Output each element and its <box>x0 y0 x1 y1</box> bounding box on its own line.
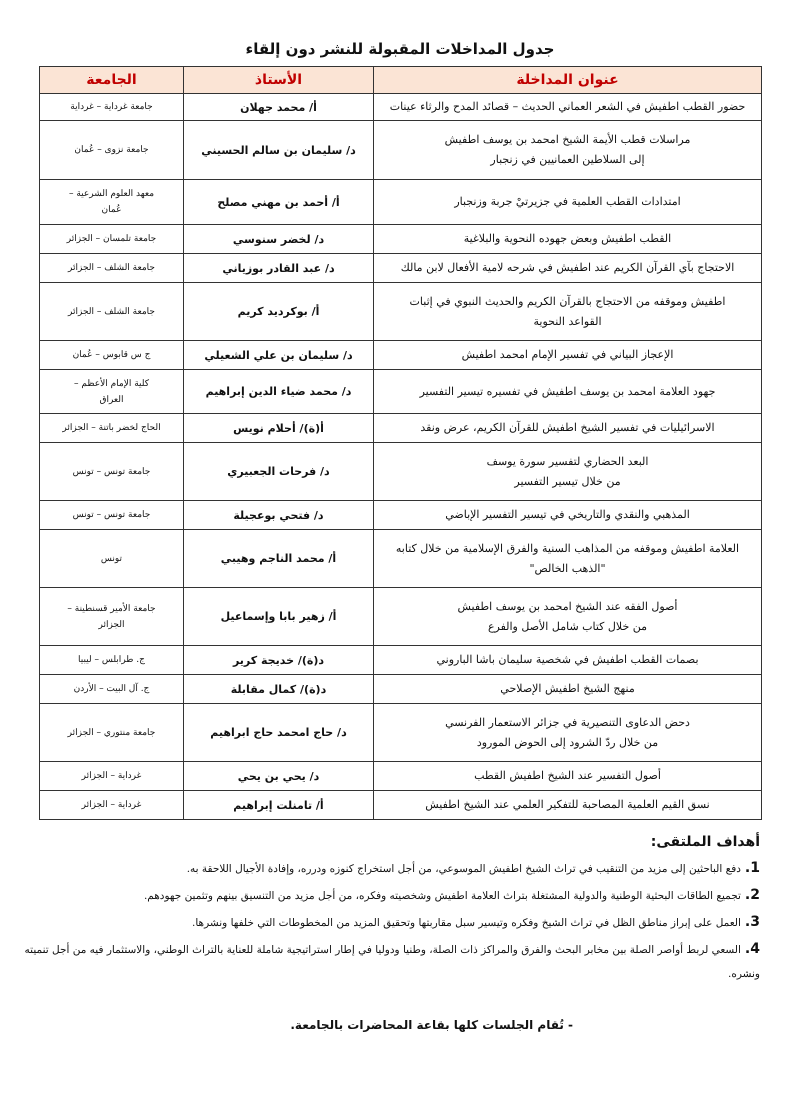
professor-name: أ/ بوكرديد كريم <box>184 283 374 341</box>
page-title: جدول المداخلات المقبولة للنشر دون إلقاء <box>245 40 555 58</box>
header-university: الجامعة <box>40 67 184 94</box>
paper-title: القطب اطفيش وبعض جهوده النحوية والبلاغية <box>374 225 762 254</box>
goal-number: 3. <box>744 914 760 930</box>
goal-text: تجميع الطاقات البحثية الوطنية والدولية المشتغلة بتراث العلامة اطفيش وشخصيته وفكره، من أجل مزيد من التنسيق بينهم وتثمين جهودهم. <box>143 890 741 902</box>
professor-name: د/ فرحات الجعبيري <box>184 443 374 501</box>
professor-name: أ/ أحمد بن مهني مصلح <box>184 180 374 225</box>
table-row <box>40 283 762 341</box>
paper-title: البعد الحضاري لتفسير سورة يوسف من خلال تيسير التفسير <box>374 443 762 501</box>
paper-title: حضور القطب اطفيش في الشعر العماني الحديث – قصائد المدح والرثاء عينات <box>374 94 762 121</box>
table-row <box>40 762 762 791</box>
table-row <box>40 370 762 414</box>
table-row <box>40 414 762 443</box>
table-row <box>40 180 762 225</box>
university-name: جامعة تونس – تونس <box>40 501 184 530</box>
paper-title: دحض الدعاوى التنصيرية في جزائر الاستعمار الفرنسي من خلال ردّ الشرود إلى الحوض المورود <box>374 704 762 762</box>
paper-title: الإعجاز البياني في تفسير الإمام امحمد اطفيش <box>374 341 762 370</box>
table-row <box>40 341 762 370</box>
table-row <box>40 254 762 283</box>
professor-name: أ/ زهير بابا وإسماعيل <box>184 588 374 646</box>
university-name: جامعة منتوري – الجزائر <box>40 704 184 762</box>
paper-title: الاسرائيليات في تفسير الشيخ اطفيش للقرآن الكريم، عرض ونقد <box>374 414 762 443</box>
goal-item <box>20 937 760 986</box>
goal-number: 4. <box>744 941 760 957</box>
professor-name: د(ة)/ خديجة كرير <box>184 646 374 675</box>
goal-text: السعي لربط أواصر الصلة بين مخابر البحث والفرق والمراكز ذات الصلة، وطنيا ودوليا في إطار استراتيجية شاملة للعناية بالتراث الوطني، والاستثمار فيه من أجل تنميته ونشره. <box>24 944 760 980</box>
table-row <box>40 646 762 675</box>
university-name: جامعة الشلف – الجزائر <box>40 283 184 341</box>
university-name: غرداية – الجزائر <box>40 791 184 820</box>
header-professor: الأستاذ <box>184 67 374 94</box>
professor-name: د/ يحي بن يحي <box>184 762 374 791</box>
table-header-row <box>40 67 762 94</box>
table-row <box>40 588 762 646</box>
paper-title: نسق القيم العلمية المصاحبة للتفكير العلمي عند الشيخ اطفيش <box>374 791 762 820</box>
professor-name: د/ لخضر سنوسي <box>184 225 374 254</box>
professor-name: د/ سليمان بن سالم الحسيني <box>184 121 374 180</box>
paper-title: اطفيش وموقفه من الاحتجاج بالقرآن الكريم والحديث النبوي في إثبات القواعد النحوية <box>374 283 762 341</box>
university-name: غرداية – الجزائر <box>40 762 184 791</box>
table-row <box>40 530 762 588</box>
professor-name: د/ عبد القادر بوزياني <box>184 254 374 283</box>
table-row <box>40 443 762 501</box>
university-name: جامعة نزوى – عُمان <box>40 121 184 180</box>
paper-title: العلامة اطفيش وموقفه من المذاهب السنية والفرق الإسلامية من خلال كتابه "الذهب الخالص" <box>374 530 762 588</box>
university-name: جامعة تونس – تونس <box>40 443 184 501</box>
paper-title: جهود العلامة امحمد بن يوسف اطفيش في تفسيره تيسير التفسير <box>374 370 762 414</box>
table-row <box>40 225 762 254</box>
professor-name: د/ فتحي بوعجيلة <box>184 501 374 530</box>
university-name: كلية الإمام الأعظم – العراق <box>40 370 184 414</box>
professor-name: د(ة)/ كمال مقابلة <box>184 675 374 704</box>
paper-title: منهج الشيخ اطفيش الإصلاحي <box>374 675 762 704</box>
table-row <box>40 501 762 530</box>
paper-title: أصول الفقه عند الشيخ امحمد بن يوسف اطفيش من خلال كتاب شامل الأصل والفرع <box>374 588 762 646</box>
university-name: ج. آل البيت – الأردن <box>40 675 184 704</box>
university-name: ج س قابوس – عُمان <box>40 341 184 370</box>
paper-title: أصول التفسير عند الشيخ اطفيش القطب <box>374 762 762 791</box>
professor-name: أ(ة)/ أحلام نويس <box>184 414 374 443</box>
paper-title: المذهبي والنقدي والتاريخي في تيسير التفسير الإباضي <box>374 501 762 530</box>
accepted-papers-table <box>39 66 762 820</box>
university-name: جامعة الأمير قسنطينة – الجزائر <box>40 588 184 646</box>
goals-heading: أهداف الملتقى: <box>650 834 760 850</box>
paper-title: بصمات القطب اطفيش في شخصية سليمان باشا الباروني <box>374 646 762 675</box>
goal-item <box>20 856 760 881</box>
goal-item <box>20 910 760 935</box>
conference-goals <box>20 834 760 988</box>
university-name: معهد العلوم الشرعية – عُمان <box>40 180 184 225</box>
professor-name: أ/ محمد جهلان <box>184 94 374 121</box>
professor-name: د/ سليمان بن علي الشعيلي <box>184 341 374 370</box>
professor-name: أ/ محمد الناجم وهيبي <box>184 530 374 588</box>
table-row <box>40 704 762 762</box>
goal-item <box>20 883 760 908</box>
table-row <box>40 94 762 121</box>
goal-text: دفع الباحثين إلى مزيد من التنقيب في تراث الشيخ اطفيش الموسوعي، من أجل استخراج كنوزه ودرره، وإفادة الأجيال اللاحقة به. <box>186 863 741 875</box>
paper-title: الاحتجاج بآي القرآن الكريم عند اطفيش في شرحه لامية الأفعال لابن مالك <box>374 254 762 283</box>
university-name: جامعة غرداية – غرداية <box>40 94 184 121</box>
table-row <box>40 121 762 180</box>
header-title: عنوان المداخلة <box>374 67 762 94</box>
sessions-note: - تُقام الجلسات كلها بقاعة المحاضرات بالجامعة. <box>290 1018 573 1032</box>
goal-number: 1. <box>744 860 760 876</box>
table-row <box>40 791 762 820</box>
university-name: الحاج لخضر باتنة – الجزائر <box>40 414 184 443</box>
university-name: جامعة الشلف – الجزائر <box>40 254 184 283</box>
university-name: جامعة تلمسان – الجزائر <box>40 225 184 254</box>
goal-text: العمل على إبراز مناطق الظل في تراث الشيخ وفكره وتيسير سبل مقاربتها وتحقيق المزيد من المخطوطات التي خلفها ونشرها. <box>192 917 741 929</box>
professor-name: د/ حاج امحمد حاج ابراهيم <box>184 704 374 762</box>
professor-name: د/ محمد ضياء الدين إبراهيم <box>184 370 374 414</box>
paper-title: مراسلات قطب الأيمة الشيخ امحمد بن يوسف اطفيش إلى السلاطين العمانيين في زنجبار <box>374 121 762 180</box>
table-row <box>40 675 762 704</box>
university-name: ج. طرابلس – ليبيا <box>40 646 184 675</box>
goal-number: 2. <box>744 887 760 903</box>
paper-title: امتدادات القطب العلمية في جزيرتيْ جربة وزنجبار <box>374 180 762 225</box>
professor-name: أ/ تامنلت إبراهيم <box>184 791 374 820</box>
university-name: تونس <box>40 530 184 588</box>
